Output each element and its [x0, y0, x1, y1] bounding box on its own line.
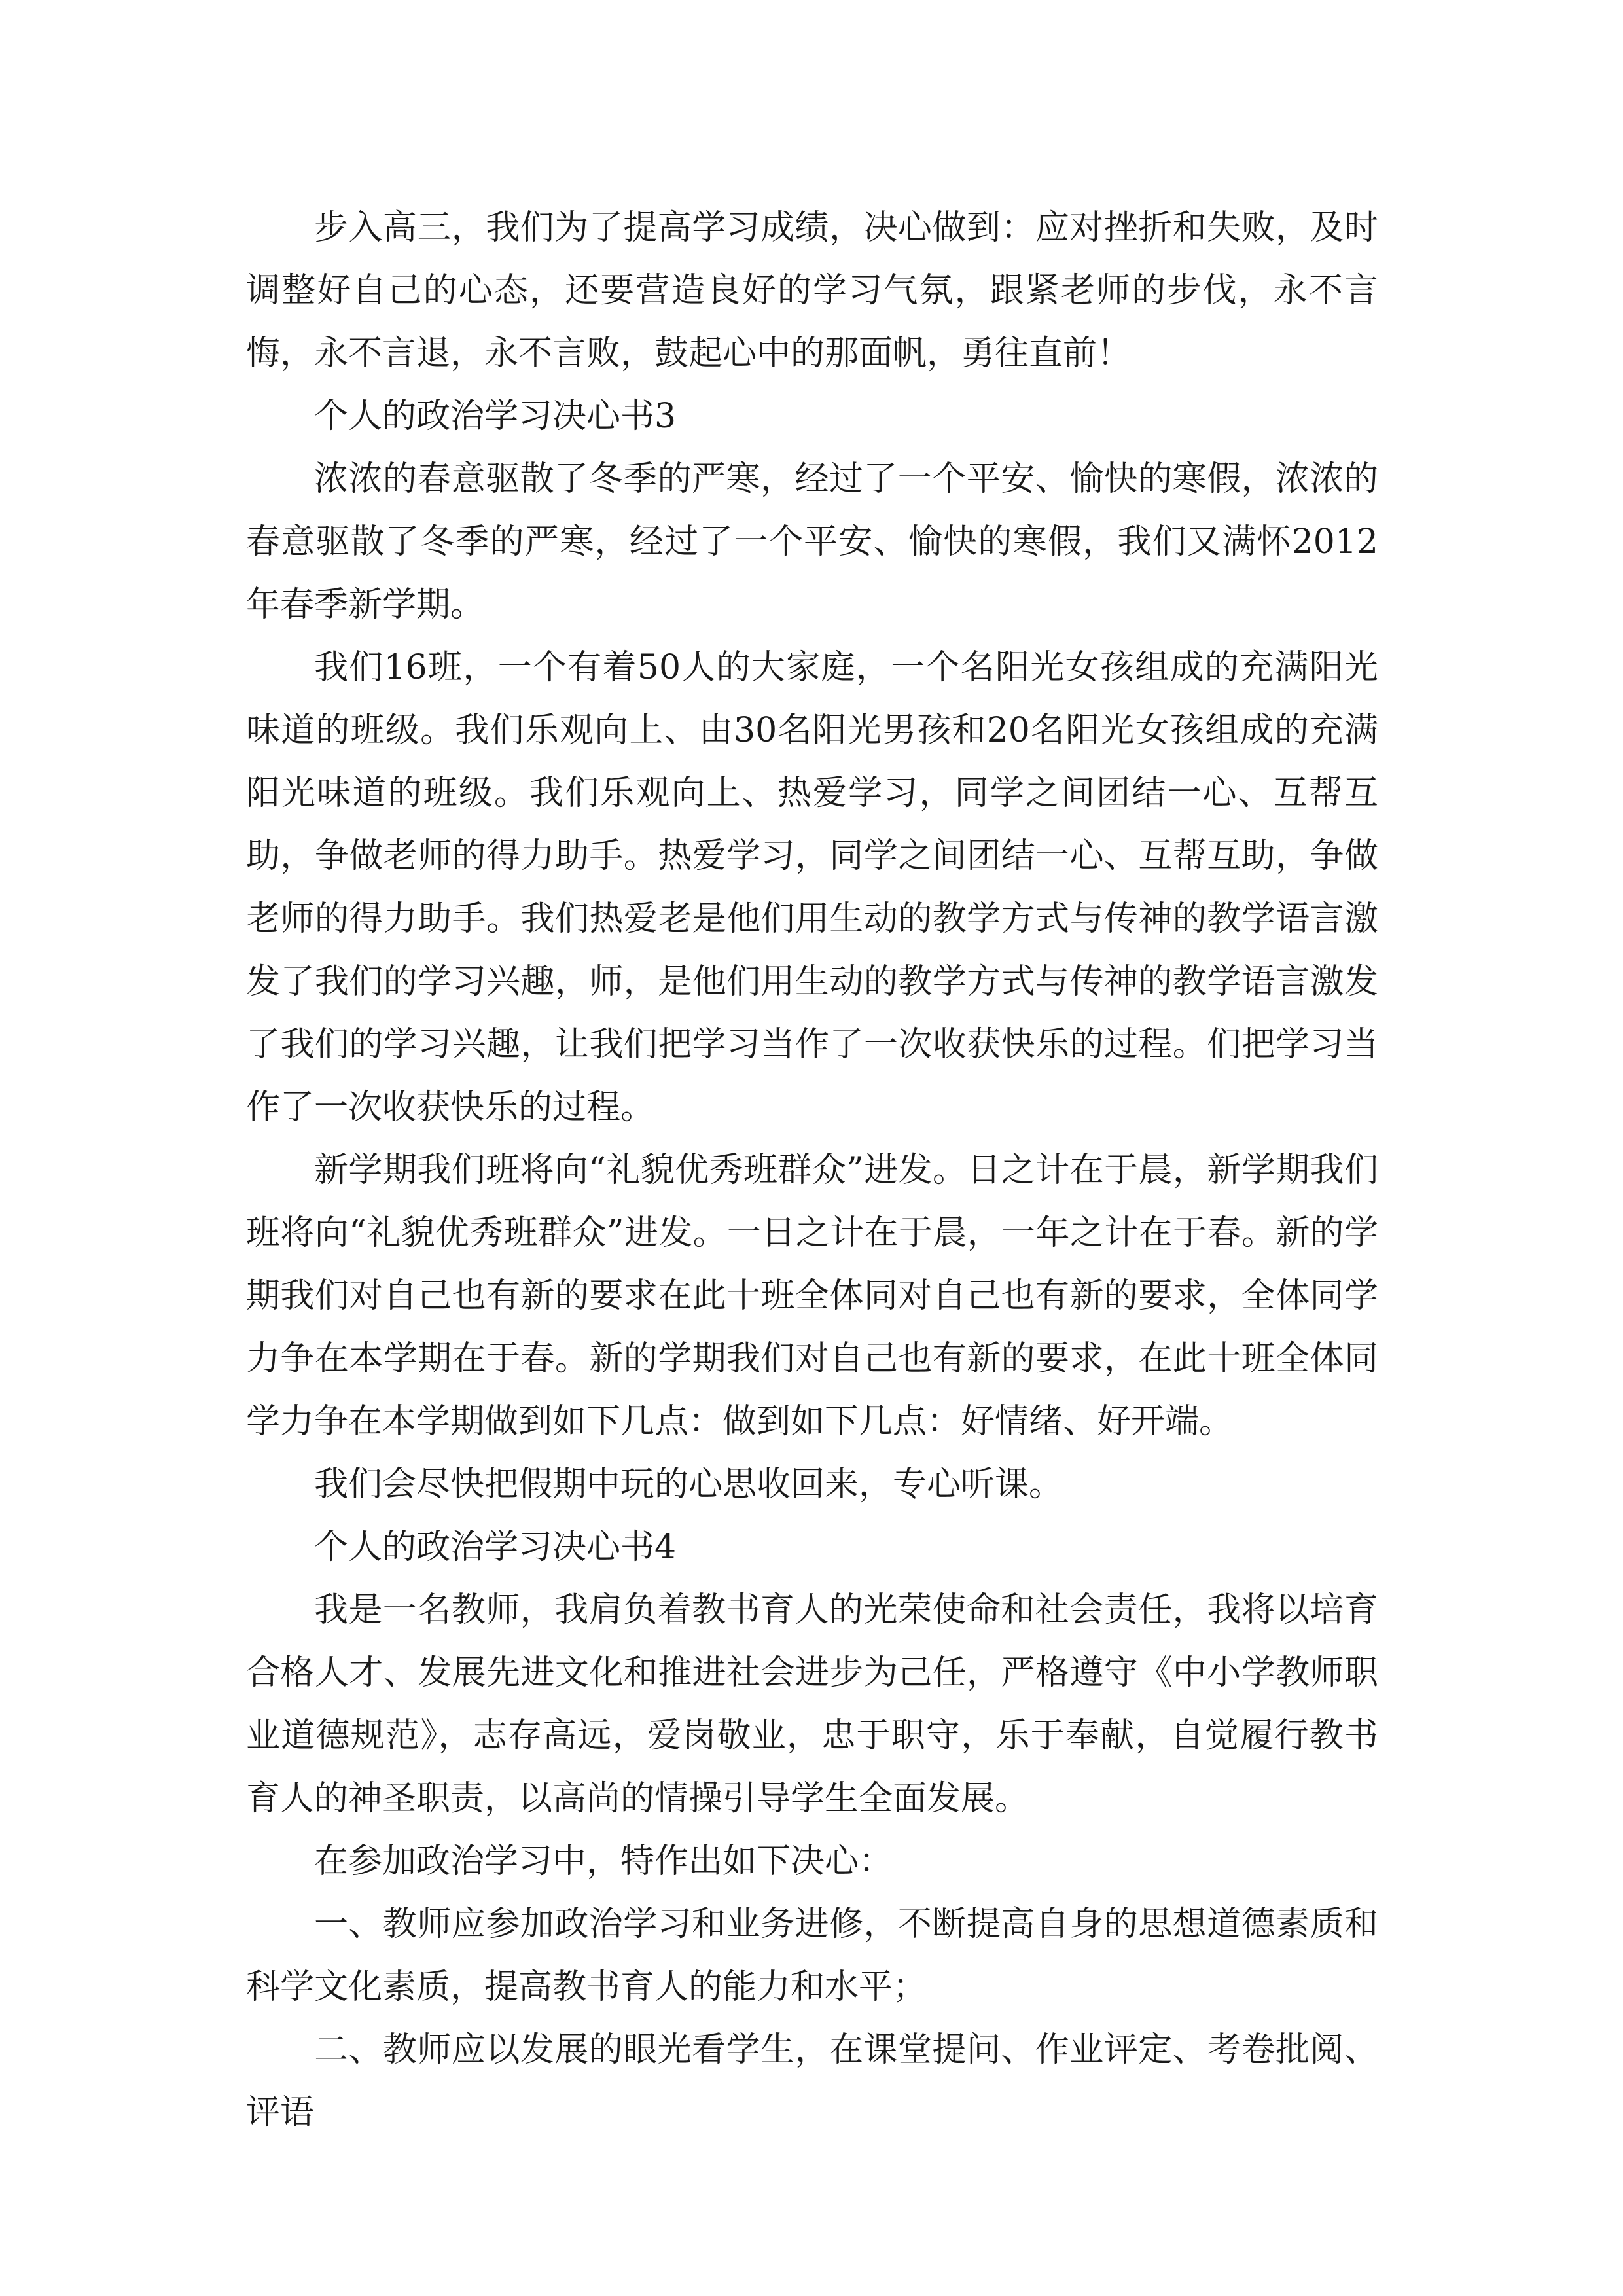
- paragraph-teacher: 我是一名教师，我肩负着教书育人的光荣使命和社会责任，我将以培育合格人才、发展先进文化和推进社会进步为己任，严格遵守《中小学教师职业道德规范》，志存高远，爱岗敬业，忠于职守，乐于奉献，自觉履行教书育人的神圣职责，以高尚的情操引导学生全面发展。: [246, 1590, 1378, 1818]
- paragraph-point-2: 二、教师应以发展的眼光看学生，在课堂提问、作业评定、考卷批阅、评语: [246, 2030, 1378, 2132]
- paragraph-new-semester: 新学期我们班将向“礼貌优秀班群众”进发。日之计在于晨，新学期我们班将向“礼貌优秀班群众”进发。一日之计在于晨，一年之计在于春。新的学期我们对自己也有新的要求在此十班全体同对自己也有新的要求，全体同学力争在本学期在于春。新的学期我们对自己也有新的要求，在此十班全体同学力争在本学期做到如下几点：做到如下几点：好情绪、好开端。: [246, 1151, 1378, 1441]
- section-heading-4: 个人的政治学习决心书4: [314, 1528, 677, 1567]
- paragraph-class16: 我们16班，一个有着50人的大家庭，一个名阳光女孩组成的充满阳光味道的班级。我们乐观向上、由30名阳光男孩和20名阳光女孩组成的充满阳光味道的班级。我们乐观向上、热爱学习，同学之间团结一心、互帮互助，争做老师的得力助手。热爱学习，同学之间团结一心、互帮互助，争做老师的得力助手。我们热爱老是他们用生动的教学方式与传神的教学语言激发了我们的学习兴趣，师，是他们用生动的教学方式与传神的教学语言激发了我们的学习兴趣，让我们把学习当作了一次收获快乐的过程。们把学习当作了一次收获快乐的过程。: [246, 648, 1378, 1127]
- section-heading-3: 个人的政治学习决心书3: [314, 397, 677, 436]
- paragraph-point-1: 一、教师应参加政治学习和业务进修，不断提高自身的思想道德素质和科学文化素质，提高教书育人的能力和水平；: [246, 1905, 1378, 2007]
- paragraph-resolution-intro: 在参加政治学习中，特作出如下决心：: [314, 1842, 893, 1881]
- paragraph-intro: 步入高三，我们为了提高学习成绩，决心做到：应对挫折和失败，及时调整好自己的心态，还要营造良好的学习气氛，跟紧老师的步伐，永不言悔，永不言退，永不言败，鼓起心中的那面帆，勇往直前！: [246, 208, 1378, 373]
- paragraph-focus: 我们会尽快把假期中玩的心思收回来，专心听课。: [314, 1465, 1063, 1504]
- document-body: [246, 196, 1378, 2144]
- paragraph-spring: 浓浓的春意驱散了冬季的严寒，经过了一个平安、愉快的寒假，浓浓的春意驱散了冬季的严寒，经过了一个平安、愉快的寒假，我们又满怀2012年春季新学期。: [246, 459, 1378, 624]
